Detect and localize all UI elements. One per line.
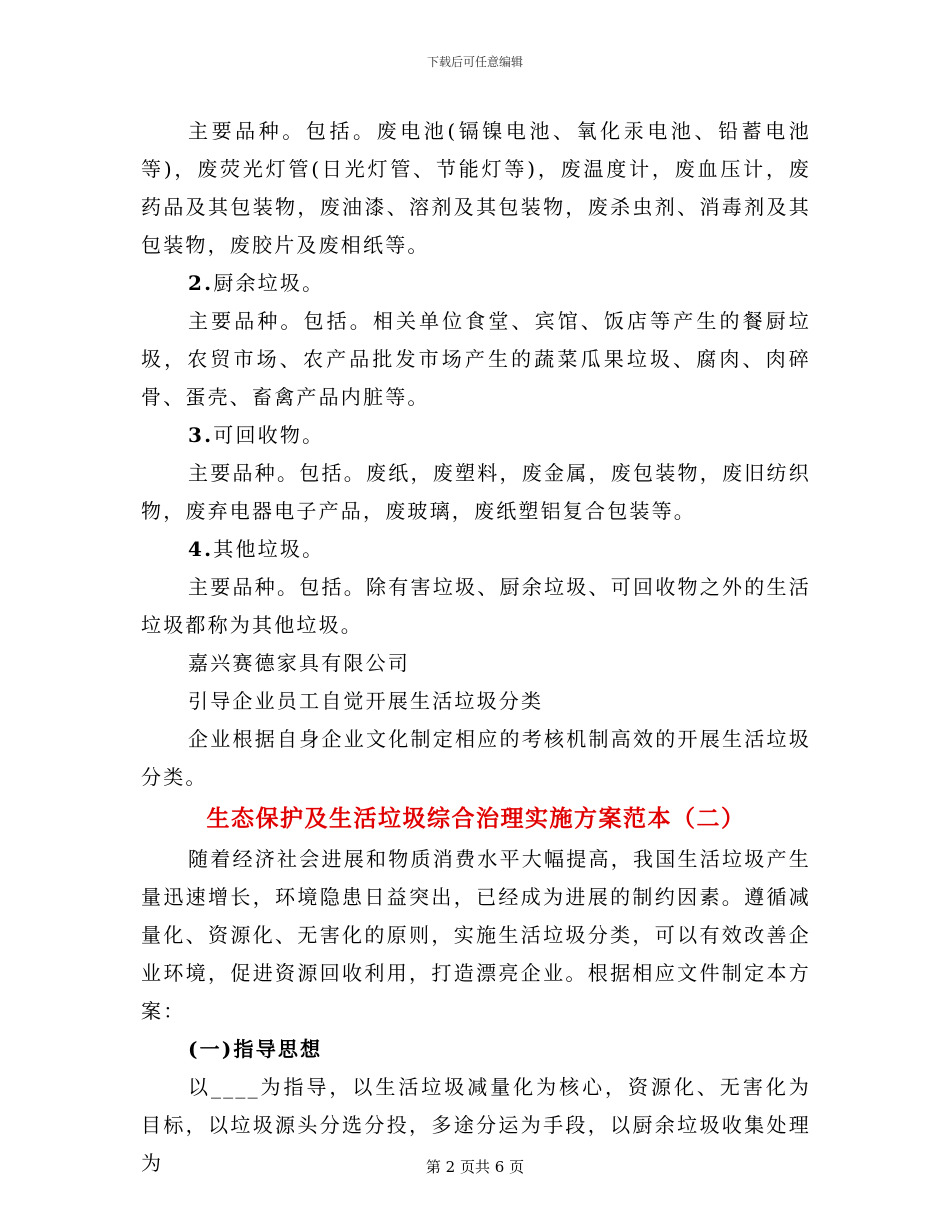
paragraph-assessment: 企业根据自身企业文化制定相应的考核机制高效的开展生活垃圾分类。 (141, 727, 811, 789)
page-header: 下载后可任意编辑 (426, 55, 523, 69)
paragraph-introduction: 随着经济社会进展和物质消费水平大幅提高，我国生活垃圾产生量迅速增长，环境隐患日益突出，已经成为进展的制约因素。遵循减量化、资源化、无害化的原则，实施生活垃圾分类，可以有效改善企业环境，促进资源回收利用，打造漂亮企业。根据相应文件制定本方案： (141, 847, 811, 1023)
page-footer: 第 2 页共 6 页 (425, 1158, 525, 1176)
item-other-waste-heading (141, 530, 811, 568)
item-number: 3. (188, 423, 214, 447)
item-label: 厨余垃圾。 (213, 271, 325, 295)
item-label: 其他垃圾。 (213, 537, 325, 561)
section-title: 生态保护及生活垃圾综合治理实施方案范本（二） (206, 805, 746, 832)
item-number: 2. (188, 271, 214, 295)
paragraph-hazardous-items: 主要品种。包括。废电池(镉镍电池、氧化汞电池、铅蓄电池等)，废荧光灯管(日光灯管、节能灯等)，废温度计，废血压计，废药品及其包装物，废油漆、溶剂及其包装物，废杀虫剂、消毒剂及其包装物，废胶片及废相纸等。 (141, 119, 811, 257)
item-label: 可回收物。 (213, 423, 325, 447)
paragraph-kitchen-waste-items: 主要品种。包括。相关单位食堂、宾馆、饭店等产生的餐厨垃圾，农贸市场、农产品批发市场产生的蔬菜瓜果垃圾、腐肉、肉碎骨、蛋壳、畜禽产品内脏等。 (141, 309, 811, 409)
item-recyclables-heading (141, 416, 811, 454)
company-name: 嘉兴赛德家具有限公司 (188, 651, 410, 675)
item-number: 4. (188, 537, 214, 561)
paragraph-other-waste-items: 主要品种。包括。除有害垃圾、厨余垃圾、可回收物之外的生活垃圾都称为其他垃圾。 (141, 575, 811, 637)
paragraph-recyclables-items: 主要品种。包括。废纸，废塑料，废金属，废包装物，废旧纺织物，废弃电器电子产品，废玻璃，废纸塑铝复合包装等。 (141, 461, 811, 523)
document-body (141, 112, 811, 1182)
subsection-heading: (一)指导思想 (188, 1037, 323, 1061)
paragraph-guiding-thought: 以____为指导，以生活垃圾减量化为核心，资源化、无害化为目标，以垃圾源头分选分投，多途分运为手段，以厨余垃圾收集处理为 (141, 1075, 811, 1175)
item-kitchen-waste-heading (141, 264, 811, 302)
guide-statement: 引导企业员工自觉开展生活垃圾分类 (188, 689, 544, 713)
